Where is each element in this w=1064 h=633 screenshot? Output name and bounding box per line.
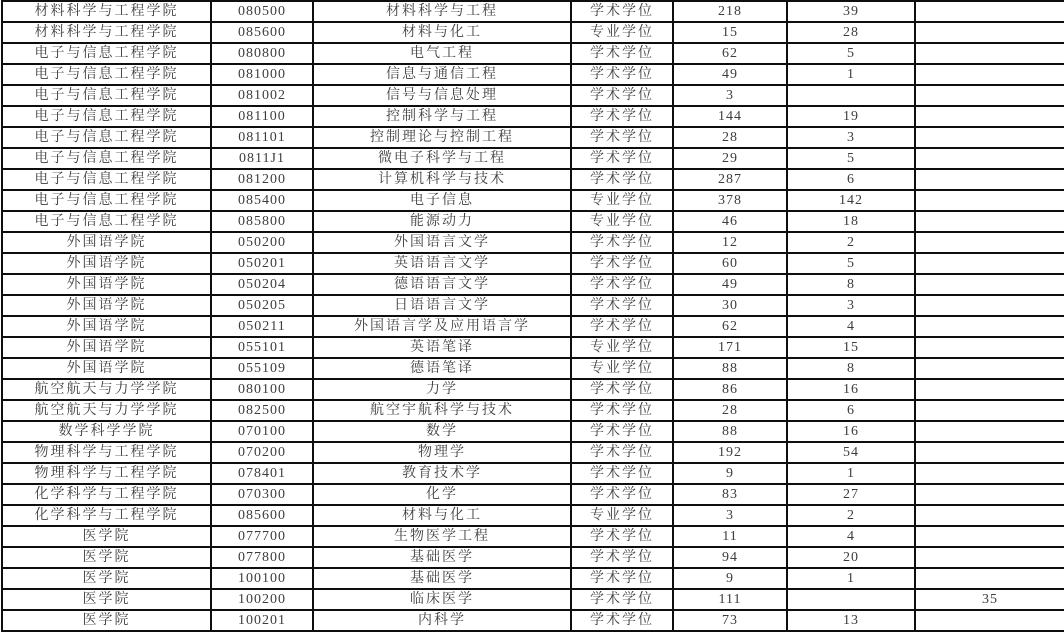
table-row (2, 148, 1064, 169)
cell-count-3 (915, 211, 1064, 232)
cell-major-name: 信息与通信工程 (313, 64, 571, 85)
cell-count-1: 88 (673, 358, 787, 379)
cell-college: 电子与信息工程学院 (2, 64, 211, 85)
cell-count-2: 3 (787, 295, 915, 316)
cell-major-code: 050201 (211, 253, 313, 274)
cell-count-3 (915, 547, 1064, 568)
cell-count-3 (915, 379, 1064, 400)
cell-major-name: 德语语言文学 (313, 274, 571, 295)
cell-major-name: 计算机科学与技术 (313, 169, 571, 190)
table-row (2, 274, 1064, 295)
cell-major-code: 080800 (211, 43, 313, 64)
table-row (2, 211, 1064, 232)
cell-count-1: 62 (673, 43, 787, 64)
cell-count-2: 1 (787, 64, 915, 85)
cell-major-name: 日语语言文学 (313, 295, 571, 316)
cell-college: 医学院 (2, 610, 211, 631)
cell-count-2: 3 (787, 127, 915, 148)
table-row (2, 22, 1064, 43)
cell-college: 医学院 (2, 547, 211, 568)
cell-degree-type: 学术学位 (571, 85, 673, 106)
cell-degree-type: 专业学位 (571, 358, 673, 379)
cell-college: 航空航天与力学学院 (2, 379, 211, 400)
cell-college: 电子与信息工程学院 (2, 169, 211, 190)
table-row (2, 421, 1064, 442)
table-row (2, 526, 1064, 547)
cell-degree-type: 学术学位 (571, 274, 673, 295)
cell-major-name: 力学 (313, 379, 571, 400)
cell-major-name: 英语语言文学 (313, 253, 571, 274)
cell-degree-type: 学术学位 (571, 484, 673, 505)
cell-major-code: 085800 (211, 211, 313, 232)
cell-count-2: 5 (787, 253, 915, 274)
table-row (2, 610, 1064, 631)
table-row (2, 106, 1064, 127)
cell-count-2: 8 (787, 358, 915, 379)
cell-count-1: 15 (673, 22, 787, 43)
table-row (2, 337, 1064, 358)
cell-count-3 (915, 400, 1064, 421)
cell-count-3 (915, 43, 1064, 64)
cell-count-1: 12 (673, 232, 787, 253)
cell-count-1: 88 (673, 421, 787, 442)
cell-count-3 (915, 232, 1064, 253)
table-row (2, 568, 1064, 589)
cell-degree-type: 学术学位 (571, 232, 673, 253)
cell-major-name: 外国语言学及应用语言学 (313, 316, 571, 337)
table-row (2, 379, 1064, 400)
cell-count-2 (787, 589, 915, 610)
cell-count-3 (915, 127, 1064, 148)
cell-college: 电子与信息工程学院 (2, 148, 211, 169)
cell-major-name: 英语笔译 (313, 337, 571, 358)
cell-count-1: 49 (673, 64, 787, 85)
cell-degree-type: 学术学位 (571, 421, 673, 442)
cell-count-1: 86 (673, 379, 787, 400)
cell-major-code: 070100 (211, 421, 313, 442)
cell-count-3 (915, 274, 1064, 295)
cell-degree-type: 学术学位 (571, 526, 673, 547)
cell-count-2: 27 (787, 484, 915, 505)
cell-count-2: 54 (787, 442, 915, 463)
cell-college: 外国语学院 (2, 358, 211, 379)
cell-major-code: 050200 (211, 232, 313, 253)
cell-degree-type: 专业学位 (571, 505, 673, 526)
cell-major-code: 085600 (211, 22, 313, 43)
table-row (2, 253, 1064, 274)
cell-major-name: 航空宇航科学与技术 (313, 400, 571, 421)
cell-major-name: 微电子科学与工程 (313, 148, 571, 169)
cell-count-3 (915, 1, 1064, 22)
cell-degree-type: 学术学位 (571, 253, 673, 274)
cell-count-3 (915, 64, 1064, 85)
cell-major-code: 081101 (211, 127, 313, 148)
cell-count-2: 2 (787, 232, 915, 253)
cell-major-code: 0811J1 (211, 148, 313, 169)
cell-count-1: 49 (673, 274, 787, 295)
table-row (2, 295, 1064, 316)
cell-major-name: 基础医学 (313, 568, 571, 589)
cell-count-2: 16 (787, 379, 915, 400)
cell-major-name: 材料与化工 (313, 22, 571, 43)
cell-degree-type: 学术学位 (571, 106, 673, 127)
cell-count-2: 5 (787, 43, 915, 64)
cell-major-code: 080500 (211, 1, 313, 22)
cell-count-1: 29 (673, 148, 787, 169)
cell-count-1: 11 (673, 526, 787, 547)
cell-degree-type: 学术学位 (571, 589, 673, 610)
table-row (2, 442, 1064, 463)
cell-major-code: 081200 (211, 169, 313, 190)
cell-major-code: 085400 (211, 190, 313, 211)
cell-count-3 (915, 295, 1064, 316)
cell-major-code: 081100 (211, 106, 313, 127)
cell-count-3 (915, 421, 1064, 442)
cell-major-name: 能源动力 (313, 211, 571, 232)
cell-count-3 (915, 190, 1064, 211)
cell-count-2: 1 (787, 463, 915, 484)
cell-degree-type: 学术学位 (571, 148, 673, 169)
cell-count-1: 3 (673, 505, 787, 526)
table-row (2, 484, 1064, 505)
cell-major-code: 085600 (211, 505, 313, 526)
table-row (2, 190, 1064, 211)
cell-count-3 (915, 442, 1064, 463)
cell-major-code: 080100 (211, 379, 313, 400)
cell-major-name: 物理学 (313, 442, 571, 463)
cell-count-3 (915, 610, 1064, 631)
cell-count-1: 218 (673, 1, 787, 22)
cell-major-code: 050211 (211, 316, 313, 337)
cell-count-3 (915, 169, 1064, 190)
cell-count-2: 18 (787, 211, 915, 232)
cell-major-name: 信号与信息处理 (313, 85, 571, 106)
cell-college: 医学院 (2, 526, 211, 547)
cell-degree-type: 学术学位 (571, 400, 673, 421)
cell-count-3 (915, 358, 1064, 379)
cell-major-name: 材料与化工 (313, 505, 571, 526)
cell-college: 医学院 (2, 568, 211, 589)
cell-degree-type: 学术学位 (571, 568, 673, 589)
cell-degree-type: 专业学位 (571, 22, 673, 43)
cell-major-name: 数学 (313, 421, 571, 442)
cell-college: 电子与信息工程学院 (2, 85, 211, 106)
cell-college: 外国语学院 (2, 316, 211, 337)
cell-count-1: 28 (673, 127, 787, 148)
cell-count-1: 60 (673, 253, 787, 274)
cell-major-name: 电子信息 (313, 190, 571, 211)
cell-count-2: 6 (787, 169, 915, 190)
cell-degree-type: 专业学位 (571, 190, 673, 211)
cell-count-2: 5 (787, 148, 915, 169)
cell-count-1: 192 (673, 442, 787, 463)
cell-major-code: 078401 (211, 463, 313, 484)
cell-degree-type: 学术学位 (571, 610, 673, 631)
table-row (2, 64, 1064, 85)
cell-count-3 (915, 526, 1064, 547)
cell-count-1: 83 (673, 484, 787, 505)
cell-count-2: 4 (787, 316, 915, 337)
cell-major-code: 082500 (211, 400, 313, 421)
cell-count-3: 35 (915, 589, 1064, 610)
cell-major-name: 化学 (313, 484, 571, 505)
cell-count-1: 287 (673, 169, 787, 190)
table-row (2, 85, 1064, 106)
cell-degree-type: 专业学位 (571, 211, 673, 232)
cell-major-name: 教育技术学 (313, 463, 571, 484)
cell-count-1: 28 (673, 400, 787, 421)
table-row (2, 589, 1064, 610)
cell-count-2: 28 (787, 22, 915, 43)
cell-major-code: 070200 (211, 442, 313, 463)
cell-major-code: 055101 (211, 337, 313, 358)
cell-degree-type: 学术学位 (571, 43, 673, 64)
cell-count-2: 2 (787, 505, 915, 526)
cell-count-1: 30 (673, 295, 787, 316)
table-row (2, 127, 1064, 148)
cell-count-1: 111 (673, 589, 787, 610)
cell-degree-type: 学术学位 (571, 169, 673, 190)
cell-major-code: 050204 (211, 274, 313, 295)
cell-degree-type: 学术学位 (571, 64, 673, 85)
cell-count-1: 73 (673, 610, 787, 631)
cell-college: 数学科学学院 (2, 421, 211, 442)
cell-degree-type: 学术学位 (571, 442, 673, 463)
cell-degree-type: 学术学位 (571, 127, 673, 148)
cell-major-code: 081002 (211, 85, 313, 106)
cell-degree-type: 学术学位 (571, 295, 673, 316)
cell-college: 电子与信息工程学院 (2, 127, 211, 148)
cell-degree-type: 学术学位 (571, 1, 673, 22)
cell-count-1: 171 (673, 337, 787, 358)
cell-college: 外国语学院 (2, 337, 211, 358)
cell-college: 外国语学院 (2, 295, 211, 316)
cell-count-1: 378 (673, 190, 787, 211)
cell-count-1: 62 (673, 316, 787, 337)
cell-degree-type: 学术学位 (571, 379, 673, 400)
cell-count-3 (915, 253, 1064, 274)
cell-count-2: 1 (787, 568, 915, 589)
cell-major-name: 基础医学 (313, 547, 571, 568)
cell-count-3 (915, 106, 1064, 127)
cell-major-name: 控制理论与控制工程 (313, 127, 571, 148)
cell-count-3 (915, 316, 1064, 337)
cell-count-2: 16 (787, 421, 915, 442)
cell-degree-type: 学术学位 (571, 547, 673, 568)
cell-count-1: 94 (673, 547, 787, 568)
cell-college: 材料科学与工程学院 (2, 1, 211, 22)
cell-college: 电子与信息工程学院 (2, 43, 211, 64)
cell-college: 外国语学院 (2, 232, 211, 253)
cell-count-1: 144 (673, 106, 787, 127)
admissions-table-body (2, 1, 1064, 631)
cell-major-code: 081000 (211, 64, 313, 85)
table-row (2, 547, 1064, 568)
cell-major-name: 德语笔译 (313, 358, 571, 379)
cell-count-3 (915, 148, 1064, 169)
cell-count-2: 142 (787, 190, 915, 211)
cell-college: 航空航天与力学学院 (2, 400, 211, 421)
cell-major-name: 临床医学 (313, 589, 571, 610)
cell-college: 化学科学与工程学院 (2, 505, 211, 526)
table-row (2, 232, 1064, 253)
cell-count-2: 8 (787, 274, 915, 295)
cell-major-name: 生物医学工程 (313, 526, 571, 547)
cell-major-name: 材料科学与工程 (313, 1, 571, 22)
cell-count-3 (915, 505, 1064, 526)
cell-major-name: 外国语言文学 (313, 232, 571, 253)
table-row (2, 316, 1064, 337)
cell-major-name: 控制科学与工程 (313, 106, 571, 127)
cell-major-code: 055109 (211, 358, 313, 379)
table-row (2, 1, 1064, 22)
cell-major-code: 100201 (211, 610, 313, 631)
table-row (2, 505, 1064, 526)
cell-count-2: 19 (787, 106, 915, 127)
cell-college: 电子与信息工程学院 (2, 190, 211, 211)
cell-college: 电子与信息工程学院 (2, 106, 211, 127)
table-row (2, 463, 1064, 484)
table-row (2, 169, 1064, 190)
cell-college: 外国语学院 (2, 274, 211, 295)
table-row (2, 358, 1064, 379)
admissions-table (1, 0, 1064, 632)
cell-college: 电子与信息工程学院 (2, 211, 211, 232)
cell-count-3 (915, 85, 1064, 106)
cell-count-2: 15 (787, 337, 915, 358)
cell-count-2: 4 (787, 526, 915, 547)
cell-college: 物理科学与工程学院 (2, 442, 211, 463)
cell-major-code: 100100 (211, 568, 313, 589)
cell-count-2: 39 (787, 1, 915, 22)
cell-college: 化学科学与工程学院 (2, 484, 211, 505)
cell-college: 医学院 (2, 589, 211, 610)
cell-count-3 (915, 463, 1064, 484)
cell-count-3 (915, 22, 1064, 43)
table-row (2, 43, 1064, 64)
cell-count-3 (915, 337, 1064, 358)
cell-degree-type: 学术学位 (571, 316, 673, 337)
cell-count-3 (915, 484, 1064, 505)
cell-count-2: 20 (787, 547, 915, 568)
cell-count-2: 6 (787, 400, 915, 421)
cell-count-1: 9 (673, 463, 787, 484)
cell-degree-type: 专业学位 (571, 337, 673, 358)
cell-major-code: 070300 (211, 484, 313, 505)
cell-count-1: 3 (673, 85, 787, 106)
cell-count-1: 9 (673, 568, 787, 589)
cell-major-code: 077800 (211, 547, 313, 568)
cell-count-2: 13 (787, 610, 915, 631)
cell-major-name: 电气工程 (313, 43, 571, 64)
cell-major-code: 050205 (211, 295, 313, 316)
cell-major-name: 内科学 (313, 610, 571, 631)
table-row (2, 400, 1064, 421)
cell-college: 物理科学与工程学院 (2, 463, 211, 484)
cell-count-1: 46 (673, 211, 787, 232)
cell-major-code: 100200 (211, 589, 313, 610)
cell-count-3 (915, 568, 1064, 589)
cell-college: 外国语学院 (2, 253, 211, 274)
cell-count-2 (787, 85, 915, 106)
cell-degree-type: 学术学位 (571, 463, 673, 484)
cell-college: 材料科学与工程学院 (2, 22, 211, 43)
cell-major-code: 077700 (211, 526, 313, 547)
